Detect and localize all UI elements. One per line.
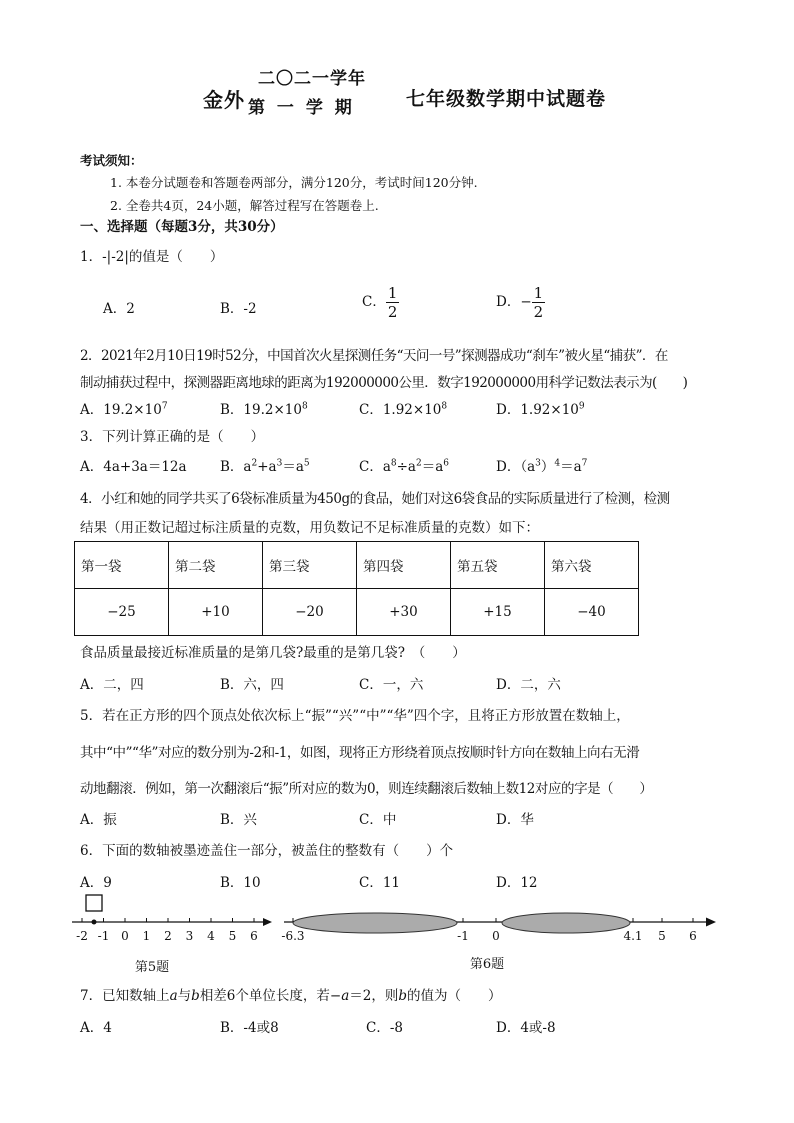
- q3-c-exp: 6: [443, 458, 450, 469]
- q3-c-exp: 2: [416, 458, 422, 469]
- table-cell: −25: [75, 589, 169, 636]
- q6-option-c: C．11: [359, 875, 401, 891]
- table-cell: +10: [169, 589, 263, 636]
- question-2-line-1: 2．2021年2月10日19时52分，中国首次火星探测任务“天问一号”探测器成功“刹车”被火星“捕获”．在: [80, 348, 668, 364]
- question-7-stem: [80, 984, 502, 1004]
- q2-a-base: A．19.2×10: [80, 402, 162, 418]
- semester-line: 第 一 学 期: [248, 98, 355, 118]
- q7-var-a: a: [169, 988, 178, 1004]
- q3-c-exp: 8: [390, 458, 397, 469]
- q2-option-b: [220, 398, 308, 418]
- q5-option-d: D．华: [496, 812, 534, 828]
- table-cell: −20: [263, 589, 357, 636]
- notice-item-2: 2. 全卷共4页，24小题，解答过程写在答题卷上.: [110, 198, 379, 213]
- q3-d-exp: 7: [581, 458, 588, 469]
- q3-d-exp: 4: [554, 458, 561, 469]
- figure-6-caption: 第6题: [469, 957, 505, 972]
- axis-tick-label: 5: [658, 929, 666, 943]
- year-line: 二〇二一学年: [258, 69, 366, 89]
- q4-option-c: C．一，六: [359, 677, 424, 693]
- axis-tick-label: 0: [121, 929, 129, 943]
- table-header-cell: 第一袋: [75, 542, 169, 589]
- axis-tick-label: -1: [457, 929, 469, 943]
- q3-c-part: ＝a: [421, 459, 444, 475]
- q2-c-base: C．1.92×10: [359, 402, 442, 418]
- q2-b-base: B．19.2×10: [220, 402, 302, 418]
- q5-option-a: A．振: [80, 812, 117, 828]
- q2-option-d: [496, 398, 585, 418]
- q3-b-part: ＝a: [282, 459, 304, 475]
- q3-b-exp: 5: [303, 458, 310, 469]
- question-1-stem: [80, 245, 223, 265]
- axis-tick-label: 6: [689, 929, 697, 943]
- table-cell: −40: [545, 589, 639, 636]
- q7-var-b: b: [191, 988, 200, 1004]
- q3-option-d: [496, 455, 587, 475]
- origin-dot: [92, 920, 97, 925]
- q7-part: 的值为（ ）: [407, 988, 502, 1004]
- ink-blot-right: [502, 913, 630, 933]
- q4-data-table: [74, 541, 639, 636]
- axis-arrow-icon: [706, 918, 716, 927]
- q3-b-exp: 3: [276, 458, 283, 469]
- q2-option-a: [80, 398, 168, 418]
- q1-c-label: C．: [362, 294, 386, 310]
- q7-var-b: b: [398, 988, 408, 1004]
- q2-option-c: [359, 398, 447, 418]
- q3-option-c: [359, 455, 449, 475]
- q1-prefix: 1．: [80, 249, 103, 265]
- q3-b-part: B．a: [220, 459, 252, 475]
- q7-part: ＝2，则: [349, 988, 399, 1004]
- q7-option-d: D．4或-8: [496, 1020, 556, 1036]
- q1-d-denominator: 2: [533, 303, 544, 321]
- q1-d-label: D．−: [496, 294, 532, 310]
- q1-option-a: A．2: [103, 301, 135, 317]
- q3-b-exp: 2: [251, 458, 258, 469]
- q1-option-b: B．-2: [220, 301, 257, 317]
- q1-c-denominator: 2: [387, 303, 398, 321]
- axis-tick-label: -6.3: [281, 929, 305, 943]
- q1-suffix: 的值是（ ）: [128, 249, 224, 265]
- figure-6-number-line: [281, 913, 716, 943]
- q3-d-part: ＝a: [560, 459, 582, 475]
- section-title: 一、选择题（每题3分，共30分）: [80, 219, 284, 235]
- axis-tick-label: 0: [492, 929, 500, 943]
- question-4-question: 食品质量最接近标准质量的是第几袋?最重的是第几袋? （ ）: [80, 645, 466, 661]
- q1-d-fraction: [532, 284, 546, 321]
- q3-d-part: D．（a: [496, 459, 536, 475]
- q7-part: 7．已知数轴上: [80, 988, 170, 1004]
- q4-option-d: D．二，六: [496, 677, 561, 693]
- notice-item-1: 1. 本卷分试题卷和答题卷两部分，满分120分，考试时间120分钟.: [110, 175, 478, 190]
- question-4-line-2: 结果（用正数记超过标注质量的克数，用负数记不足标准质量的克数）如下：: [80, 520, 539, 536]
- ink-blot-left: [293, 913, 457, 933]
- school-name: 金外: [203, 88, 245, 112]
- q1-c-numerator: 1: [387, 284, 398, 302]
- q2-d-base: D．1.92×10: [496, 402, 579, 418]
- q1-d-numerator: 1: [533, 284, 544, 302]
- question-5-line-1: 5．若在正方形的四个顶点处依次标上“振”“兴”“中”“华”四个字，且将正方形放置在数轴上，: [80, 708, 630, 724]
- q2-a-exponent: 7: [161, 401, 168, 412]
- q7-var-a: a: [341, 988, 350, 1004]
- axis-tick-label: -1: [97, 929, 110, 943]
- notice-heading: 考试须知：: [80, 153, 143, 168]
- q5-option-c: C．中: [359, 812, 397, 828]
- question-2-line-2: 制动捕获过程中，探测器距离地球的距离为192000000公里．数字192000000用科学记数法表示为( ): [80, 375, 688, 391]
- q2-b-exponent: 8: [301, 401, 308, 412]
- table-cell: +15: [451, 589, 545, 636]
- figures-svg: [0, 890, 794, 980]
- table-header-cell: 第四袋: [357, 542, 451, 589]
- table-header-cell: 第三袋: [263, 542, 357, 589]
- table-header-cell: 第六袋: [545, 542, 639, 589]
- q3-option-a: A．4a+3a＝12a: [80, 459, 187, 475]
- axis-tick-label: 4: [207, 929, 215, 943]
- q3-d-exp: 3: [535, 458, 541, 469]
- q6-option-d: D．12: [496, 875, 538, 891]
- q2-d-exponent: 9: [578, 401, 585, 412]
- question-3-stem: 3．下列计算正确的是（ ）: [80, 429, 265, 445]
- axis-tick-label: 5: [228, 929, 237, 943]
- square-shape: [86, 895, 102, 911]
- axis-tick-label: 4.1: [623, 929, 643, 943]
- axis-tick-label: 1: [142, 929, 151, 943]
- q5-option-b: B．兴: [220, 812, 257, 828]
- q7-option-a: A．4: [80, 1020, 112, 1036]
- q1-option-c: [362, 284, 399, 321]
- question-5-line-2: 其中“中”“华”对应的数分别为-2和-1，如图，现将正方形绕着顶点按顺时针方向在数轴上向右无滑: [80, 745, 640, 761]
- q3-b-part: +a: [257, 459, 277, 475]
- question-5-line-3: 动地翻滚．例如，第一次翻滚后“振”所对应的数为0，则连续翻滚后数轴上数12对应的字是（ ）: [80, 781, 653, 797]
- q3-c-part: ÷a: [396, 459, 416, 475]
- axis-arrow-icon: [263, 918, 272, 926]
- q4-option-a: A．二，四: [80, 677, 144, 693]
- q2-c-exponent: 8: [441, 401, 448, 412]
- q3-option-b: [220, 455, 310, 475]
- q7-part: 与: [177, 988, 192, 1004]
- axis-tick-label: -2: [76, 929, 88, 943]
- q6-option-a: A．9: [80, 875, 112, 891]
- q1-option-d: [496, 284, 545, 321]
- question-6-stem: 6．下面的数轴被墨迹盖住一部分，被盖住的整数有（ ）个: [80, 843, 454, 859]
- table-cell: +30: [357, 589, 451, 636]
- q3-c-part: C．a: [359, 459, 391, 475]
- table-header-row: [75, 542, 639, 589]
- q7-part: 相差6个单位长度，若−: [199, 988, 342, 1004]
- table-row: [75, 589, 639, 636]
- q6-option-b: B．10: [220, 875, 261, 891]
- axis-tick-label: 6: [250, 929, 258, 943]
- figure-5-number-line: [72, 895, 272, 943]
- q7-option-b: B．-4或8: [220, 1020, 279, 1036]
- q3-d-part: ）: [540, 459, 555, 475]
- table-header-cell: 第五袋: [451, 542, 545, 589]
- axis-tick-label: 3: [185, 929, 194, 943]
- q7-option-c: C．-8: [366, 1020, 403, 1036]
- q1-c-fraction: [386, 284, 400, 321]
- table-header-cell: 第二袋: [169, 542, 263, 589]
- q4-option-b: B．六，四: [220, 677, 284, 693]
- question-4-line-1: 4．小红和她的同学共买了6袋标准质量为450g的食品，她们对这6袋食品的实际质量进行了检测，检测: [80, 491, 670, 507]
- q1-expression: -|-2|: [102, 249, 129, 265]
- axis-tick-label: 2: [164, 929, 172, 943]
- exam-title: 七年级数学期中试题卷: [406, 88, 607, 110]
- figure-5-caption: 第5题: [134, 960, 170, 975]
